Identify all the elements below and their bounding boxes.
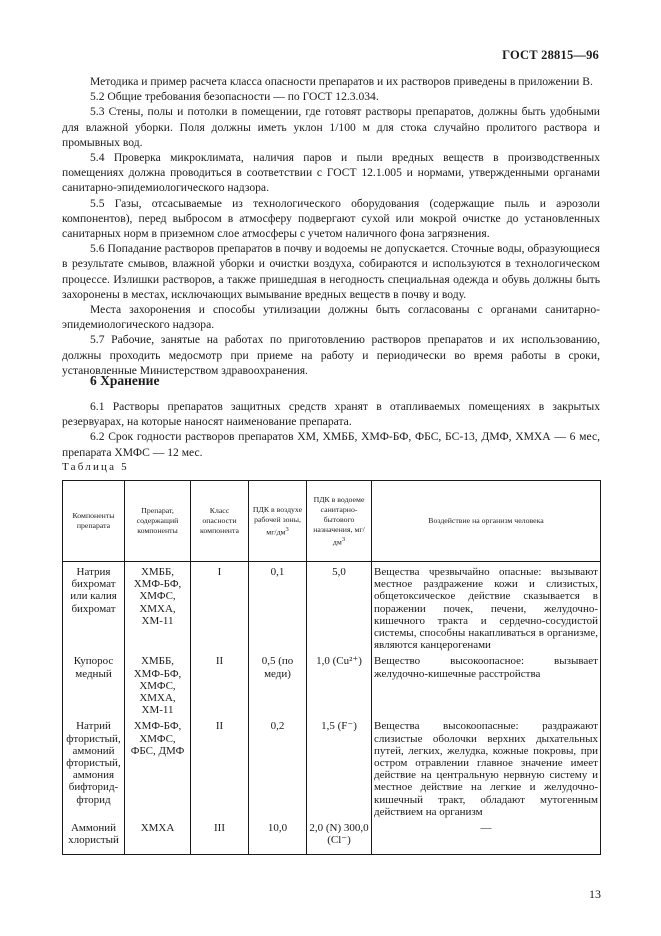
paragraph: 5.7 Рабочие, занятые на работах по приготовлению растворов препаратов и их использованию, должны проходить медосмотр при приеме на работу и периодически во время работы в сроки, установленные Министерством здравоохранения. xyxy=(62,333,600,377)
cell-pdk-water: 2,0 (N) 300,0 (Cl⁻) xyxy=(307,818,372,855)
cell-pdk-water: 1,0 (Cu²⁺) xyxy=(307,651,372,716)
cell-effect: Вещества высокоопасные: раздражают слизистые оболочки верхних дыхательных путей, легких, желудка, кожные покровы, при остром отравлении главное значение имеет действие на центральную нервную систему и местное действие на легкие и желудочно-кишечный тракт, обладают мутогенным действием на организм xyxy=(372,716,601,818)
paragraph: 5.2 Общие требования безопасности — по ГОСТ 12.3.034. xyxy=(90,90,379,104)
safety-requirements-text xyxy=(62,74,600,378)
table-row xyxy=(63,716,601,818)
cell-pdk-water: 1,5 (F⁻) xyxy=(307,716,372,818)
table-row xyxy=(63,562,601,652)
cell-pdk-work: 10,0 xyxy=(249,818,307,855)
header-effect: Воздействие на организм человека xyxy=(372,481,601,562)
cell-component: Купорос медный xyxy=(63,651,125,716)
table-header-row xyxy=(63,481,601,562)
cell-preparation: ХМББ, ХМФ-БФ, ХМФС, ХМХА, ХМ-11 xyxy=(125,562,191,652)
table-caption: Таблица 5 xyxy=(62,461,129,473)
header-pdk-work-text: ПДК в воздухе рабочей зоны, мг/дм xyxy=(252,504,303,537)
header-pdk-water xyxy=(307,481,372,562)
header-pdk-water-text: ПДК в водоеме санитарно-бытового назначения, мг/дм xyxy=(313,494,365,547)
storage-text xyxy=(62,399,600,460)
cell-class: I xyxy=(191,562,249,652)
paragraph: 5.6 Попадание растворов препаратов в почву и водоемы не допускается. Сточные воды, образующиеся в результате смывов, влажной уборки и очистки воздуха, собираются и используются в технологическом процессе. Излишки растворов, а также пришедшая в негодность специальная одежда и обувь должны быть захоронены в местах, исключающих вымывание вредных веществ в почву и воду. xyxy=(62,242,600,301)
cell-pdk-work: 0,2 xyxy=(249,716,307,818)
components-table xyxy=(62,480,601,855)
header-pdk-water-sup: 3 xyxy=(341,535,346,543)
cell-pdk-work: 0,5 (по меди) xyxy=(249,651,307,716)
cell-component: Аммоний хлористый xyxy=(63,818,125,855)
cell-preparation: ХМХА xyxy=(125,818,191,855)
paragraph: 5.3 Стены, полы и потолки в помещении, где готовят растворы препаратов, должны быть удобными для влажной уборки. Поля должны иметь уклон 1/100 м для стока случайно пролитого раствора и промывных вод. xyxy=(62,105,600,149)
cell-class: III xyxy=(191,818,249,855)
table-row xyxy=(63,818,601,855)
header-components: Компоненты препарата xyxy=(63,481,125,562)
document-header: ГОСТ 28815—96 xyxy=(502,48,599,62)
cell-effect: — xyxy=(372,818,601,855)
header-pdk-work xyxy=(249,481,307,562)
cell-pdk-work: 0,1 xyxy=(249,562,307,652)
paragraph: 6.1 Растворы препаратов защитных средств хранят в отапливаемых помещениях в закрытых резервуарах, на которые наносят наименование препарата. xyxy=(62,400,600,429)
cell-pdk-water: 5,0 xyxy=(307,562,372,652)
paragraph: Места захоронения и способы утилизации должны быть согласованы с органами санитарно-эпидемиологического надзора. xyxy=(62,303,600,332)
paragraph: 5.4 Проверка микроклимата, наличия паров и пыли вредных веществ в производственных помещениях должна проводиться в соответствии с ГОСТ 12.1.005 и нормами, утвержденными органами санитарно-эпидемиологического надзора. xyxy=(62,151,600,195)
cell-effect: Вещество высокоопасное: вызывает желудочно-кишечные расстройства xyxy=(372,651,601,716)
header-preparation: Препарат, содержащий компоненты xyxy=(125,481,191,562)
cell-class: II xyxy=(191,651,249,716)
paragraph: Методика и пример расчета класса опасности препаратов и их растворов приведены в приложении В. xyxy=(90,75,593,88)
cell-class: II xyxy=(191,716,249,818)
paragraph: 6.2 Срок годности растворов препаратов ХМ, ХМББ, ХМФ-БФ, ФБС, БС-13, ДМФ, ХМХА — 6 мес, препарата ХМФС — 12 мес. xyxy=(62,430,600,459)
cell-component: Натрия бихромат или калия бихромат xyxy=(63,562,125,652)
cell-preparation: ХМББ, ХМФ-БФ, ХМФС, ХМХА, ХМ-11 xyxy=(125,651,191,716)
cell-component: Натрий фтористый, аммоний фтористый, аммония бифторид-фторид xyxy=(63,716,125,818)
paragraph: 5.5 Газы, отсасываемые из технологического оборудования (содержащие пыль и аэрозоли компонентов), перед выбросом в атмосферу подвергают сухой или мокрой очистке до установленных санитарных норм в приземном слое атмосферы с учетом наличного фона загрязнения. xyxy=(62,196,600,241)
header-class: Класс опасности компонента xyxy=(191,481,249,562)
cell-effect: Вещества чрезвычайно опасные: вызывают местное раздражение кожи и слизистых, общетоксическое действие сказывается в поражении почек, печени, желудочно-кишечного тракта и сердечно-сосудистой системы, способны накапливаться в организме, являются канцерогенами xyxy=(372,562,601,652)
page-number: 13 xyxy=(589,887,601,901)
cell-preparation: ХМФ-БФ, ХМФС, ФБС, ДМФ xyxy=(125,716,191,818)
table-row xyxy=(63,651,601,716)
header-pdk-work-sup: 3 xyxy=(285,525,289,533)
section-title: 6 Хранение xyxy=(90,373,160,388)
